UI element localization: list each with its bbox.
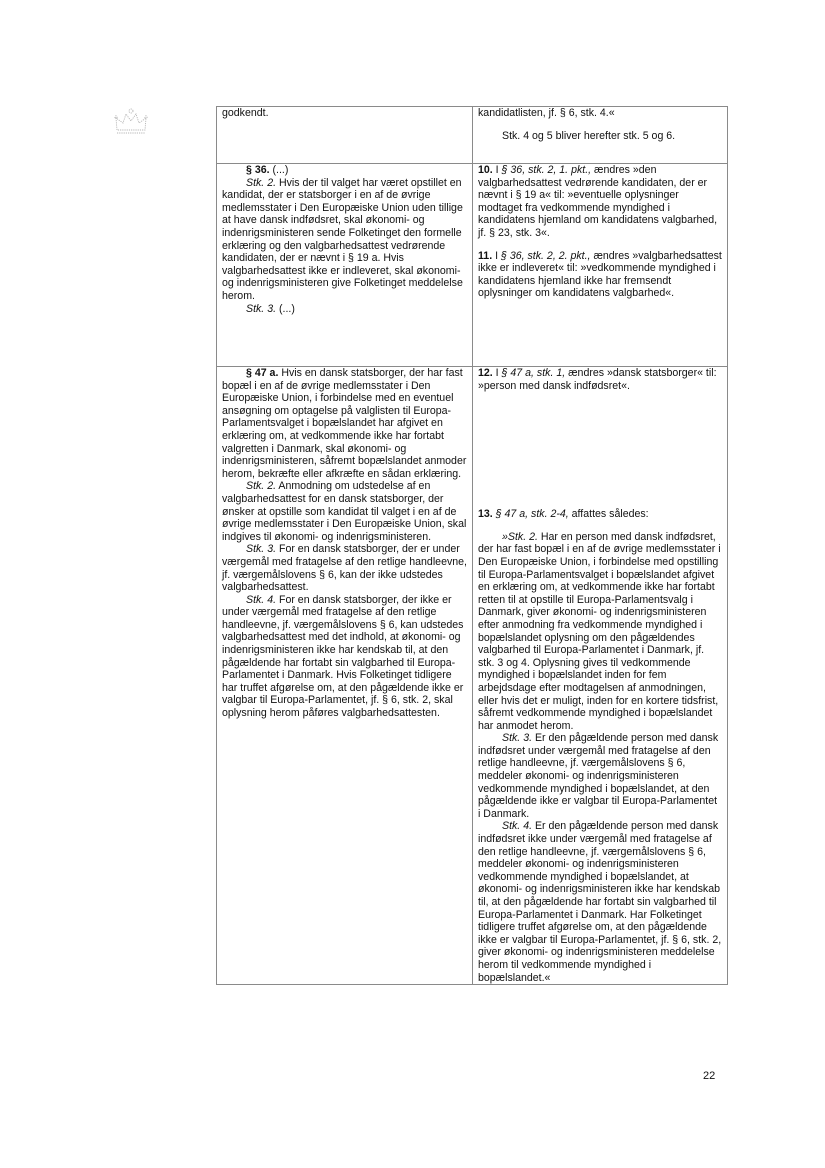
paragraph: Stk. 3. For en dansk statsborger, der er under værgemål med fratagelse af den retlige handleevne, jf. værgemålslovens § 6, kan der ikke udstedes valgbarhedsattest. [222,543,467,594]
table-row [217,367,728,985]
law-comparison-table [216,106,728,985]
paragraph: Stk. 3. Er den pågældende person med dansk indfødsret under værgemål med fratagelse af den retlige handleevne, jf. værgemålslovens § 6, meddeler økonomi- og indenrigsministeren vedkommende myndighed i bopælslandet, at den pågældende ikke er valgbar til Europa-Parlamentet i Danmark. [478,732,719,820]
paragraph: § 47 a. Hvis en dansk statsborger, der har fast bopæl i en af de øvrige medlemsstater i Den Europæiske Union, i forbindelse med en eventuel ansøgning om optagelse på valglisten til Europa-Parlamentsvalget i bopælslandet har afgivet en erklæring om, at vedkommende ikke har fortabt valgretten i Danmark, skal økonomi- og indenrigsministeren, såfremt bopælslandet anmoder herom, bekræfte eller afkræfte en sådan erklæring. [222,367,467,480]
current-law-cell [217,367,473,985]
crown-icon [113,108,149,136]
text-fragment: godkendt. [222,107,269,119]
paragraph: »Stk. 2. Har en person med dansk indfødsret, der har fast bopæl i en af de øvrige medlemsstater i Den Europæiske Union, i forbindelse med opstilling til Europa-Parlamentsvalget i bopælslandet afgivet en erklæring om, at vedkommende ikke har fortabt retten til at opstille til Europa-Parlamentsvalg i Danmark, giver økonomi- og indenrigsministeren efter anmodning fra vedkommende myndighed i bopælslandet oplysning om den pågældendes valgbarhed til Europa-Parlamentet i Danmark, jf. stk. 3 og 4. Oplysning gives til vedkommende myndighed i bopælslandet inden for fem arbejdsdage efter modtagelsen af anmodningen, eller hvis det er muligt, inden for en kortere tidsfrist, såfremt vedkommende myndighed i bopælslandet har anmodet herom. [478,530,721,732]
paragraph: Stk. 2. Anmodning om udstedelse af en valgbarhedsattest for en dansk statsborger, der ønsker at opstille som kandidat til valget i en af de øvrige medlemsstater i Den Europæiske Union, skal indgives til økonomi- og indenrigsministeren. [222,480,467,543]
paragraph: Stk. 3. (...) [246,302,295,315]
table-row [217,107,728,164]
paragraph: Stk. 2. Hvis der til valget har været opstillet en kandidat, der er statsborger i en af de øvrige medlemsstater i Den Europæiske Union uden tillige at have dansk indfødsret, skal økonomi- og indenrigsministeren sende Folketinget den formelle erklæring og den valgbarhedsattest vedrørende kandidaten, der er nævnt i § 19 a. Hvis valgbarhedsattest ikke er indleveret, skal økonomi- og indenrigsministeren give Folketinget meddelelse herom. [222,176,463,302]
amendment-12: 12. I § 47 a, stk. 1, ændres »dansk statsborger« til: »person med dansk indfødsret«. [478,367,717,392]
amendment-13: 13. § 47 a, stk. 2-4, affattes således: [478,508,649,521]
amendment-cell [473,164,728,367]
page-number: 22 [703,1070,716,1082]
paragraph: Stk. 4 og 5 bliver herefter stk. 5 og 6. [502,129,676,142]
amendment-cell [473,367,728,985]
text-fragment: kandidatlisten, jf. § 6, stk. 4.« [478,107,615,119]
amendment-11: 11. I § 36, stk. 2, 2. pkt., ændres »valgbarhedsattest ikke er indleveret« til: »vedkommende myndighed i kandidatens hjemland ikke har fremsendt oplysninger om kandidatens valgbarhed«. [478,249,722,300]
table-row [217,164,728,367]
amendment-cell [473,107,728,164]
paragraph: Stk. 4. For en dansk statsborger, der ikke er under værgemål med fratagelse af den retlige handleevne, jf. værgemålslovens § 6, kan udstedes valgbarhedsattest med det indhold, at økonomi- og indenrigsministeren ikke har kendskab til, at den pågældende har fortabt sin valgbarhed til Europa-Parlamentet i Danmark. Hvis Folketinget tidligere har truffet afgørelse om, at den pågældende ikke er valgbar til Europa-Parlamentet, jf. § 6, stk. 2, skal oplysning herom påføres valgbarhedsattesten. [222,593,464,720]
current-law-cell [217,107,473,164]
section-heading: § 36. (...) [246,164,289,176]
current-law-cell [217,164,473,367]
paragraph: Stk. 4. Er den pågældende person med dansk indfødsret ikke under værgemål med fratagelse af den retlige handleevne, jf. værgemålslovens § 6, meddeler økonomi- og indenrigsministeren vedkommende myndighed i bopælslandet, at økonomi- og indenrigsministeren ikke har kendskab til, at den pågældende har fortabt sin valgbarhed til Europa-Parlamentet i Danmark. Har Folketinget tidligere truffet afgørelse om, at den pågældende ikke er valgbar til Europa-Parlamentet, jf. § 6, stk. 2, giver økonomi- og indenrigsministeren meddelelse herom til vedkommende myndighed i bopælslandet.« [478,820,722,984]
amendment-10: 10. I § 36, stk. 2, 1. pkt., ændres »den valgbarhedsattest vedrørende kandidaten, der er nævnt i § 19 a« til: »eventuelle oplysninger modtaget fra vedkommende myndighed i kandidatens hjemland om kandidatens valgbarhed, jf. § 23, stk. 3«. [478,164,718,239]
